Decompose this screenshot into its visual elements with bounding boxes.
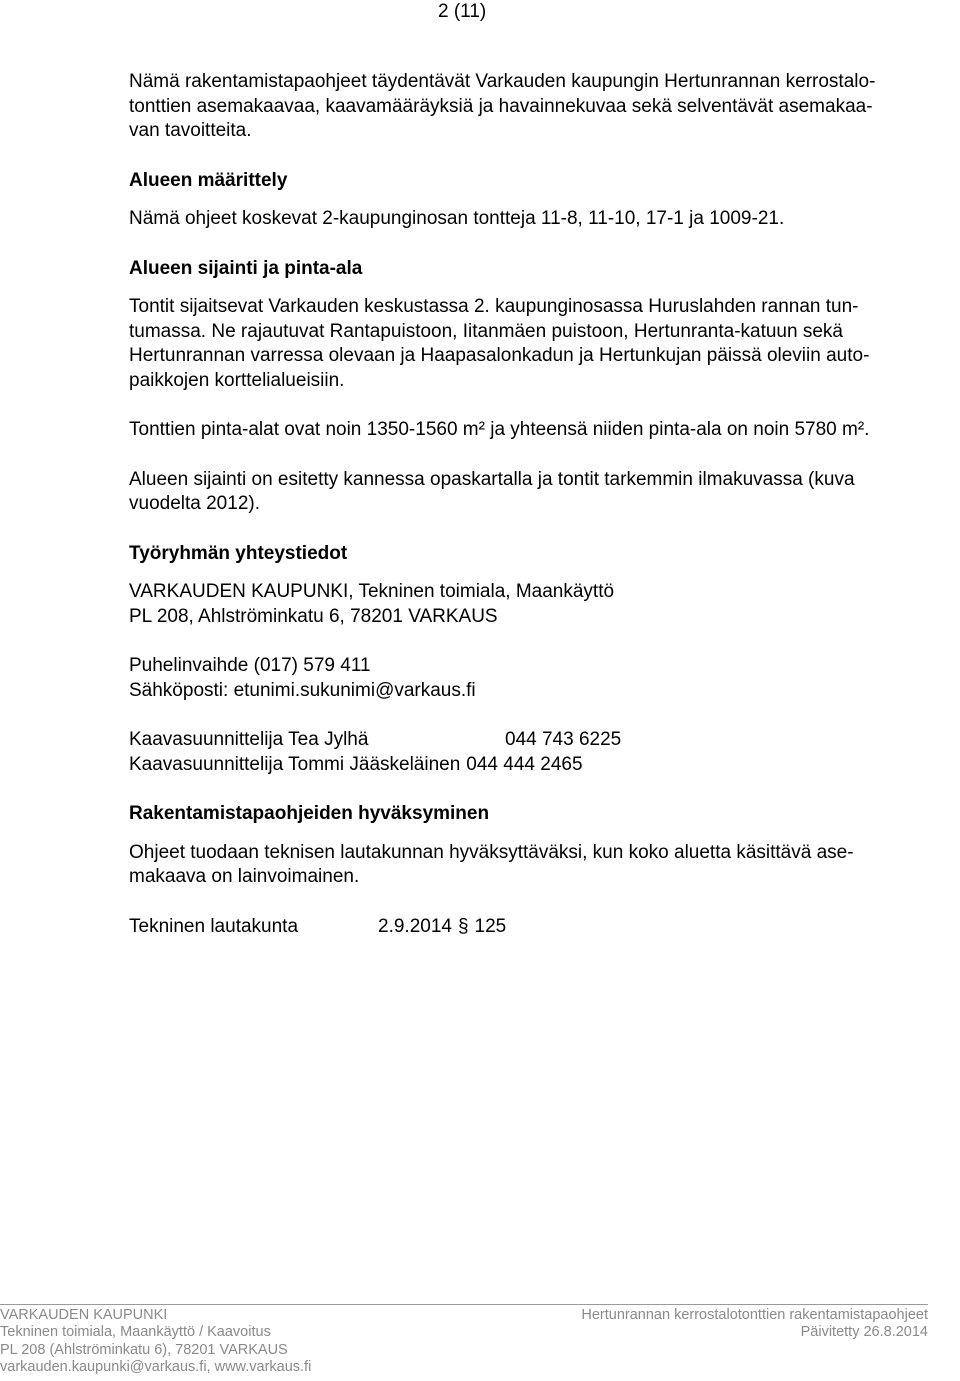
planner-phone: 044 743 6225 <box>505 729 622 750</box>
intro-paragraph <box>129 70 929 144</box>
planner-name: Kaavasuunnittelija Tea Jylhä <box>129 729 369 750</box>
address-line: PL 208, Ahlströminkatu 6, 78201 VARKAUS <box>129 605 498 627</box>
intro-line: van tavoitteita. <box>129 120 252 141</box>
planner-phone: 044 444 2465 <box>466 753 583 775</box>
area-definition-heading: Alueen määrittely <box>129 169 288 191</box>
approval-decision <box>129 915 929 940</box>
contacts-heading: Työryhmän yhteystiedot <box>129 542 348 564</box>
map-reference-line: Alueen sijainti on esitetty kannessa opaskartalla ja tontit tarkemmin ilmakuvassa (kuva <box>129 468 855 490</box>
footer-organisation <box>0 1307 311 1377</box>
footer-line: VARKAUDEN KAUPUNKI <box>0 1307 168 1323</box>
location-heading: Alueen sijainti ja pinta-ala <box>129 257 363 279</box>
area-definition-line: Nämä ohjeet koskevat 2-kaupunginosan tontteja 11-8, 11-10, 17-1 ja 1009-21. <box>129 208 785 229</box>
location-line: Hertunrannan varressa olevaan ja Haapasalonkadun ja Hertunkujan päissä oleviin auto- <box>129 345 870 366</box>
page-footer <box>0 1304 960 1381</box>
planner-name: Kaavasuunnittelija Tommi Jääskeläinen <box>129 753 461 775</box>
planner-row <box>129 753 929 778</box>
decision-body: Tekninen lautakunta <box>129 915 299 937</box>
approval-heading: Rakentamistapaohjeiden hyväksyminen <box>129 803 490 824</box>
decision-date: 2.9.2014 <box>378 915 452 937</box>
document-body <box>129 70 929 939</box>
footer-line: varkauden.kaupunki@varkaus.fi, www.varkaus.fi <box>0 1359 312 1376</box>
planners-list <box>129 728 929 777</box>
footer-divider <box>0 1304 928 1305</box>
approval-line: makaava on lainvoimainen. <box>129 866 360 887</box>
location-line: tumassa. Ne rajautuvat Rantapuistoon, Iitanmäen puistoon, Hertunranta-katuun sekä <box>129 320 843 342</box>
organisation-block <box>129 580 929 629</box>
map-reference-line: vuodelta 2012). <box>129 493 260 514</box>
section-number: 125 <box>474 915 507 937</box>
organisation-line: VARKAUDEN KAUPUNKI, Tekninen toimiala, Maankäyttö <box>129 581 615 602</box>
page-number: 2 (11) <box>438 1 487 22</box>
area-size-paragraph <box>129 418 929 443</box>
map-reference-paragraph <box>129 468 929 517</box>
intro-line: Nämä rakentamistapaohjeet täydentävät Varkauden kaupungin Hertunrannan kerrostalo- <box>129 71 876 92</box>
section-sign: § <box>457 915 469 937</box>
contact-block <box>129 654 929 703</box>
footer-document-info <box>581 1307 928 1342</box>
location-paragraph <box>129 295 929 393</box>
footer-updated-date: Päivitetty 26.8.2014 <box>800 1324 928 1341</box>
phone-line: Puhelinvaihde (017) 579 411 <box>129 655 371 676</box>
area-definition-text <box>129 207 929 232</box>
planner-row <box>129 728 929 753</box>
footer-line: PL 208 (Ahlströminkatu 6), 78201 VARKAUS <box>0 1341 288 1358</box>
footer-document-title: Hertunrannan kerrostalotonttien rakentamistapaohjeet <box>581 1307 928 1323</box>
intro-line: tonttien asemakaavaa, kaavamääräyksiä ja havainnekuvaa sekä selventävät asemakaa- <box>129 95 873 117</box>
area-size-line: Tonttien pinta-alat ovat noin 1350-1560 m² ja yhteensä niiden pinta-ala on noin 5780 m². <box>129 419 870 440</box>
footer-line: Tekninen toimiala, Maankäyttö / Kaavoitus <box>0 1324 271 1341</box>
approval-line: Ohjeet tuodaan teknisen lautakunnan hyväksyttäväksi, kun koko aluetta käsittävä ase- <box>129 841 854 863</box>
location-line: paikkojen korttelialueisiin. <box>129 369 345 391</box>
location-line: Tontit sijaitsevat Varkauden keskustassa 2. kaupunginosassa Huruslahden rannan tun- <box>129 296 859 317</box>
approval-paragraph <box>129 841 929 890</box>
email-line: Sähköposti: etunimi.sukunimi@varkaus.fi <box>129 679 476 701</box>
